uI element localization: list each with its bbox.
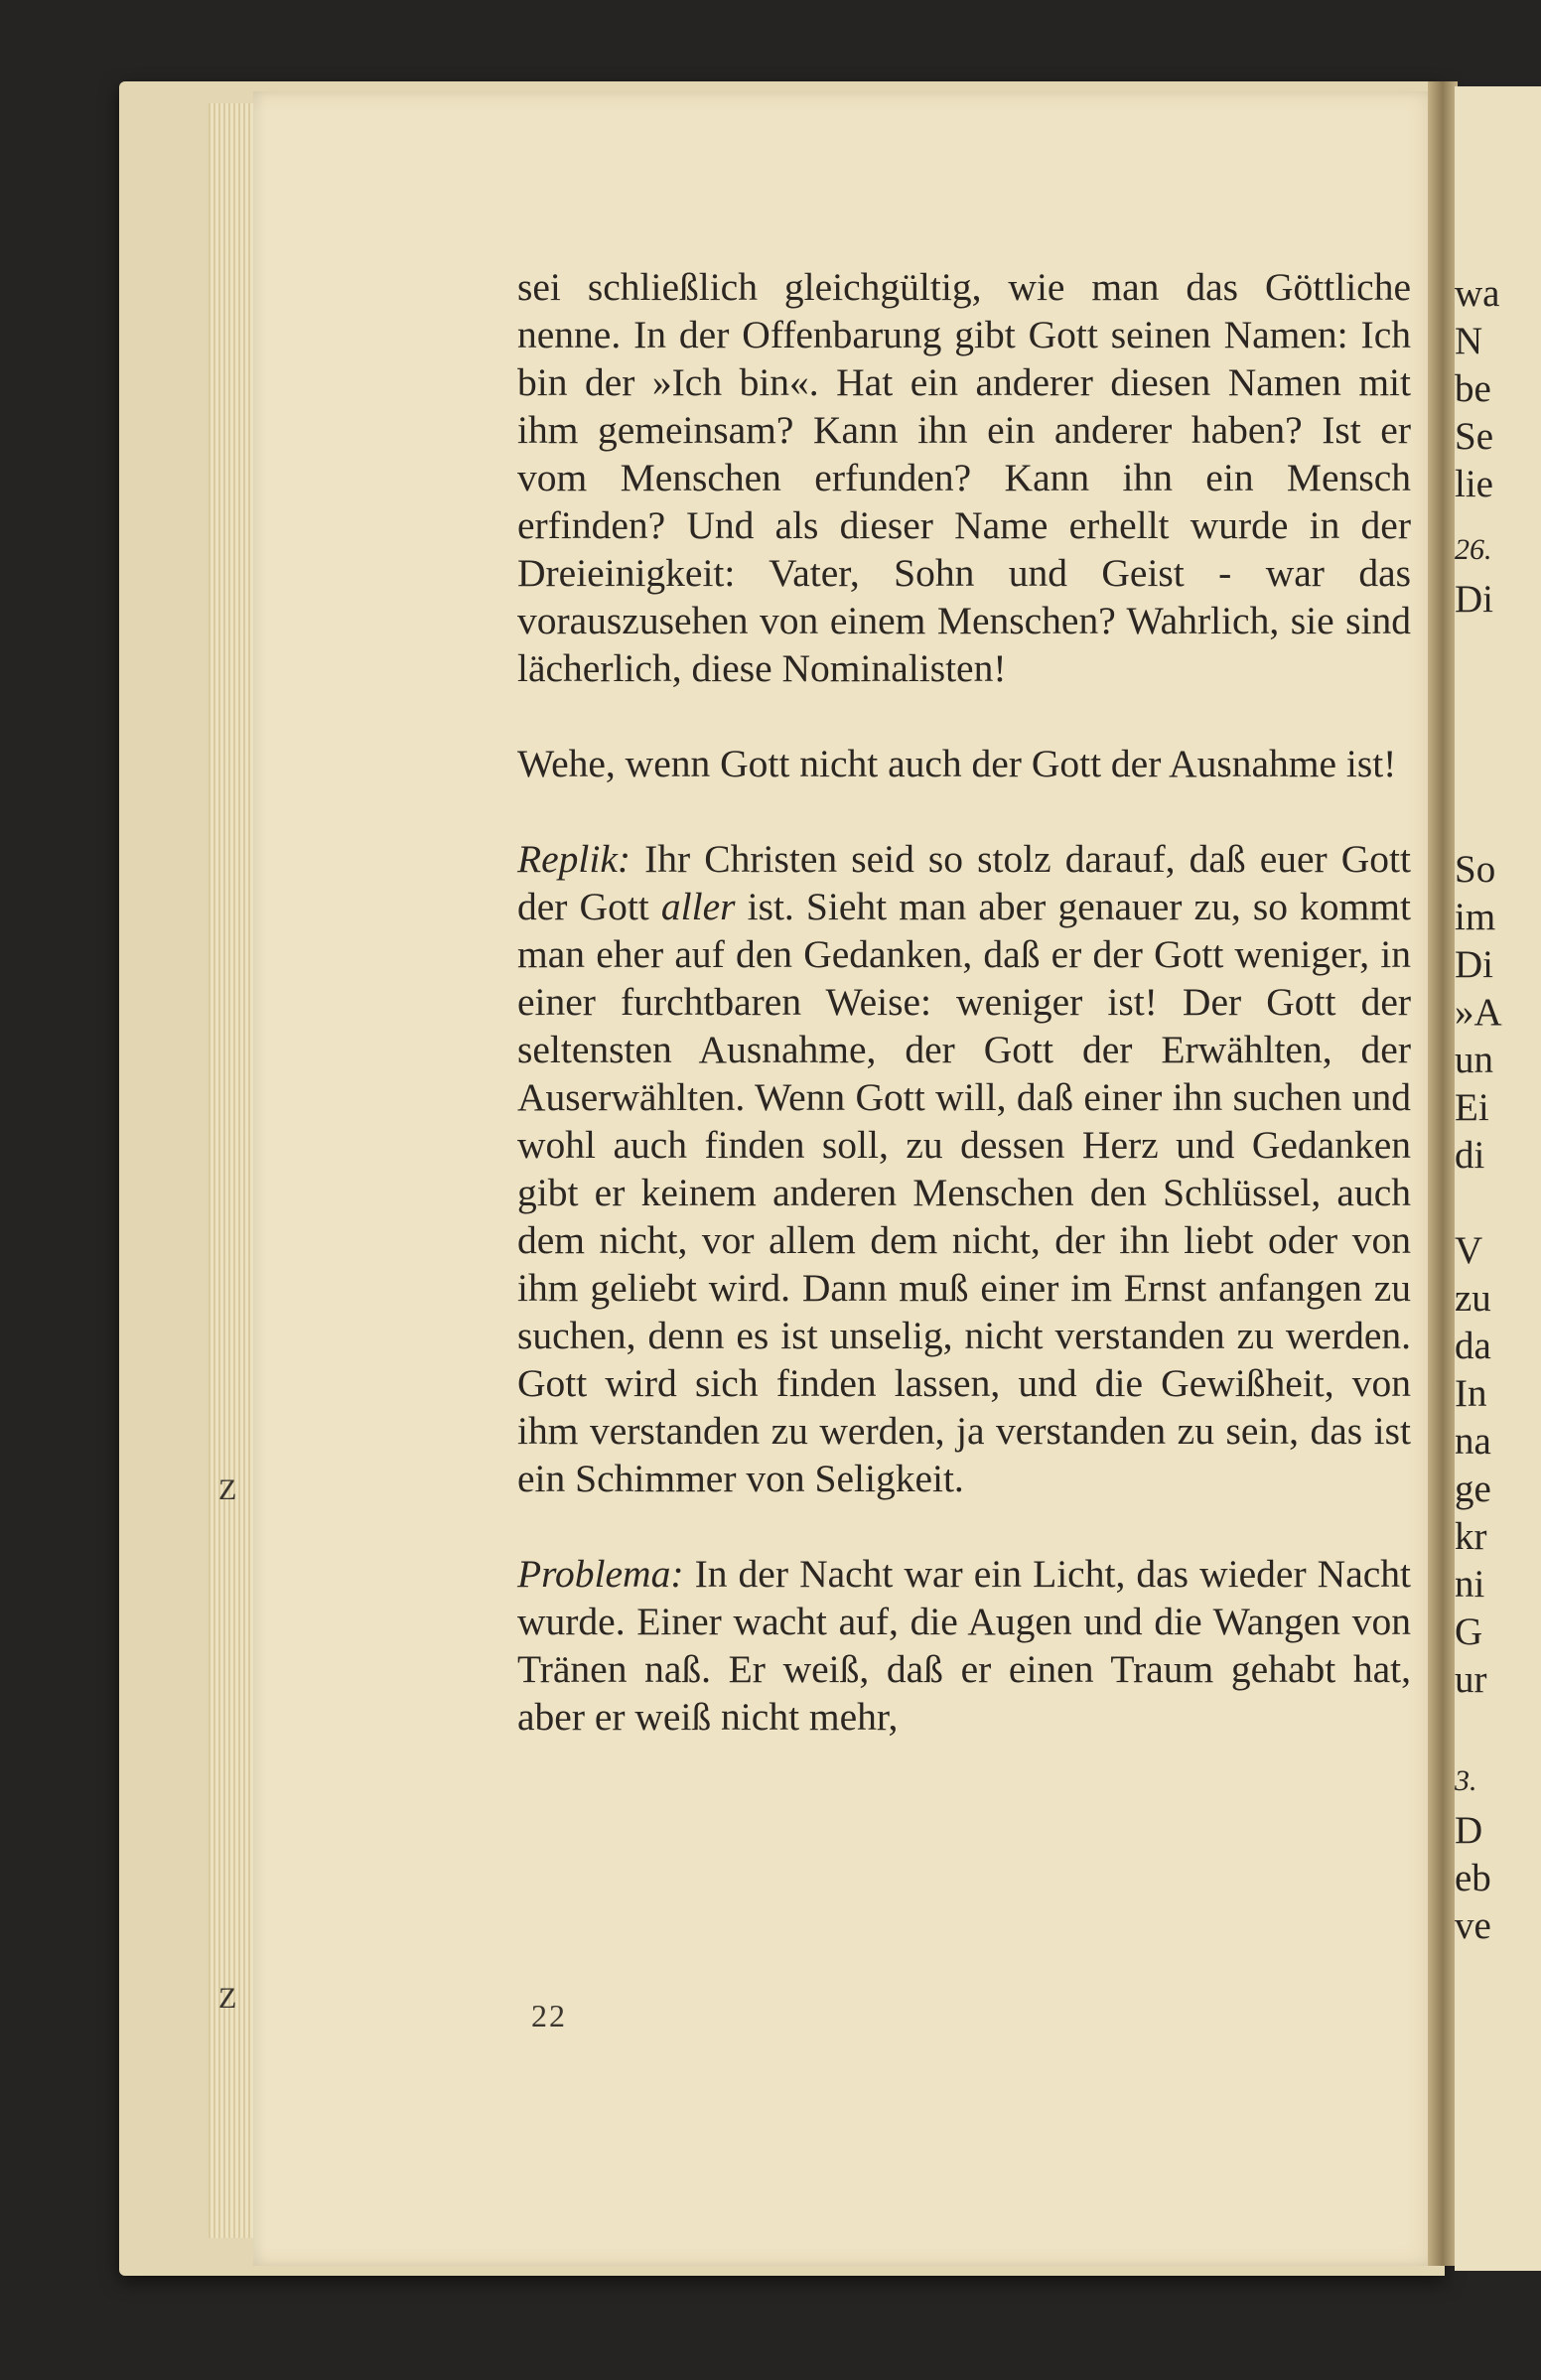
paragraph: [517, 263, 1411, 692]
paragraph: [517, 740, 1411, 787]
page-number: 22: [531, 1998, 567, 2033]
facing-fragment: ur: [1455, 1658, 1487, 1701]
paragraph-lead: Replik:: [517, 837, 631, 881]
facing-fragment: im: [1455, 896, 1496, 938]
margin-mark: Z: [218, 1982, 237, 2015]
facing-fragment: Di: [1455, 943, 1493, 986]
paragraph-text: Ihr Christen seid so stolz darauf, daß euer Gott der Gott: [517, 837, 1411, 928]
facing-fragment: 3.: [1455, 1764, 1477, 1797]
facing-fragment: ge: [1455, 1468, 1491, 1510]
facing-fragment: »A: [1455, 991, 1502, 1034]
facing-fragment: D: [1455, 1809, 1483, 1852]
paragraph-text: sei schließlich gleichgültig, wie man das Göttliche nenne. In der Offenbarung gibt Gott seinen Namen: Ich bin der »Ich bin«. Hat ein anderer diesen Namen mit ihm gemeinsam? Kann ihn ein anderer haben? Ist er vom Menschen erfunden? Kann ihn ein Mensch erfinden? Und als dieser Name erhellt wurde in der Dreieinigkeit: Vater, Sohn und Geist - war das vorauszusehen von einem Menschen? Wahrlich, sie sind lächerlich, diese Nominalisten!: [517, 265, 1411, 690]
facing-fragment: Se: [1455, 415, 1493, 458]
facing-fragment: ve: [1455, 1904, 1491, 1947]
facing-fragment: be: [1455, 367, 1491, 410]
facing-fragment: So: [1455, 848, 1496, 891]
page-text: [517, 263, 1411, 1741]
paragraph-text: ist. Sieht man aber genauer zu, so kommt man eher auf den Gedanken, daß er der Gott weniger, in einer furchtbaren Weise: weniger ist! Der Gott der seltensten Ausnahme, der Gott der Erwählten, der Auserwählten. Wenn Gott will, daß einer ihn suchen und wohl auch finden soll, zu dessen Herz und Gedanken gibt er keinem anderen Menschen den Schlüssel, auch dem nicht, vor allem dem nicht, der ihn liebt oder von ihm geliebt wird. Dann muß einer im Ernst anfangen zu suchen, denn es ist unselig, nicht verstanden zu werden. Gott wird sich finden lassen, und die Gewißheit, von ihm verstanden zu werden, ja verstanden zu sein, das ist ein Schimmer von Seligkeit.: [517, 885, 1411, 1500]
facing-fragment: di: [1455, 1134, 1485, 1177]
facing-fragment: na: [1455, 1420, 1491, 1463]
paragraph-problema: [517, 1550, 1411, 1741]
facing-fragment: In: [1455, 1372, 1487, 1415]
facing-fragment: da: [1455, 1325, 1491, 1367]
book-gutter: [1428, 81, 1458, 2266]
facing-fragment: wa: [1455, 272, 1500, 315]
facing-fragment: un: [1455, 1039, 1493, 1081]
facing-fragment: Di: [1455, 578, 1493, 621]
facing-fragment: N: [1455, 320, 1483, 362]
margin-mark: Z: [218, 1473, 237, 1506]
facing-fragment: ni: [1455, 1563, 1485, 1606]
paragraph-text: Wehe, wenn Gott nicht auch der Gott der Ausnahme ist!: [517, 742, 1397, 785]
facing-fragment: zu: [1455, 1277, 1491, 1320]
facing-fragment: G: [1455, 1610, 1483, 1653]
facing-fragment: V: [1455, 1229, 1483, 1272]
paragraph-text: In der Nacht war ein Licht, das wieder Nacht wurde. Einer wacht auf, die Augen und die Wangen von Tränen naß. Er weiß, daß er einen Traum gehabt hat, aber er weiß nicht mehr,: [517, 1552, 1411, 1739]
facing-fragment: Ei: [1455, 1086, 1489, 1129]
facing-fragment: kr: [1455, 1515, 1487, 1558]
paragraph-lead: Problema:: [517, 1552, 684, 1596]
emphasis: aller: [660, 885, 736, 928]
facing-page: [1455, 86, 1541, 2271]
facing-fragment: eb: [1455, 1857, 1491, 1899]
facing-fragment: lie: [1455, 463, 1493, 505]
paragraph-replik: [517, 835, 1411, 1502]
facing-fragment: 26.: [1455, 533, 1492, 566]
